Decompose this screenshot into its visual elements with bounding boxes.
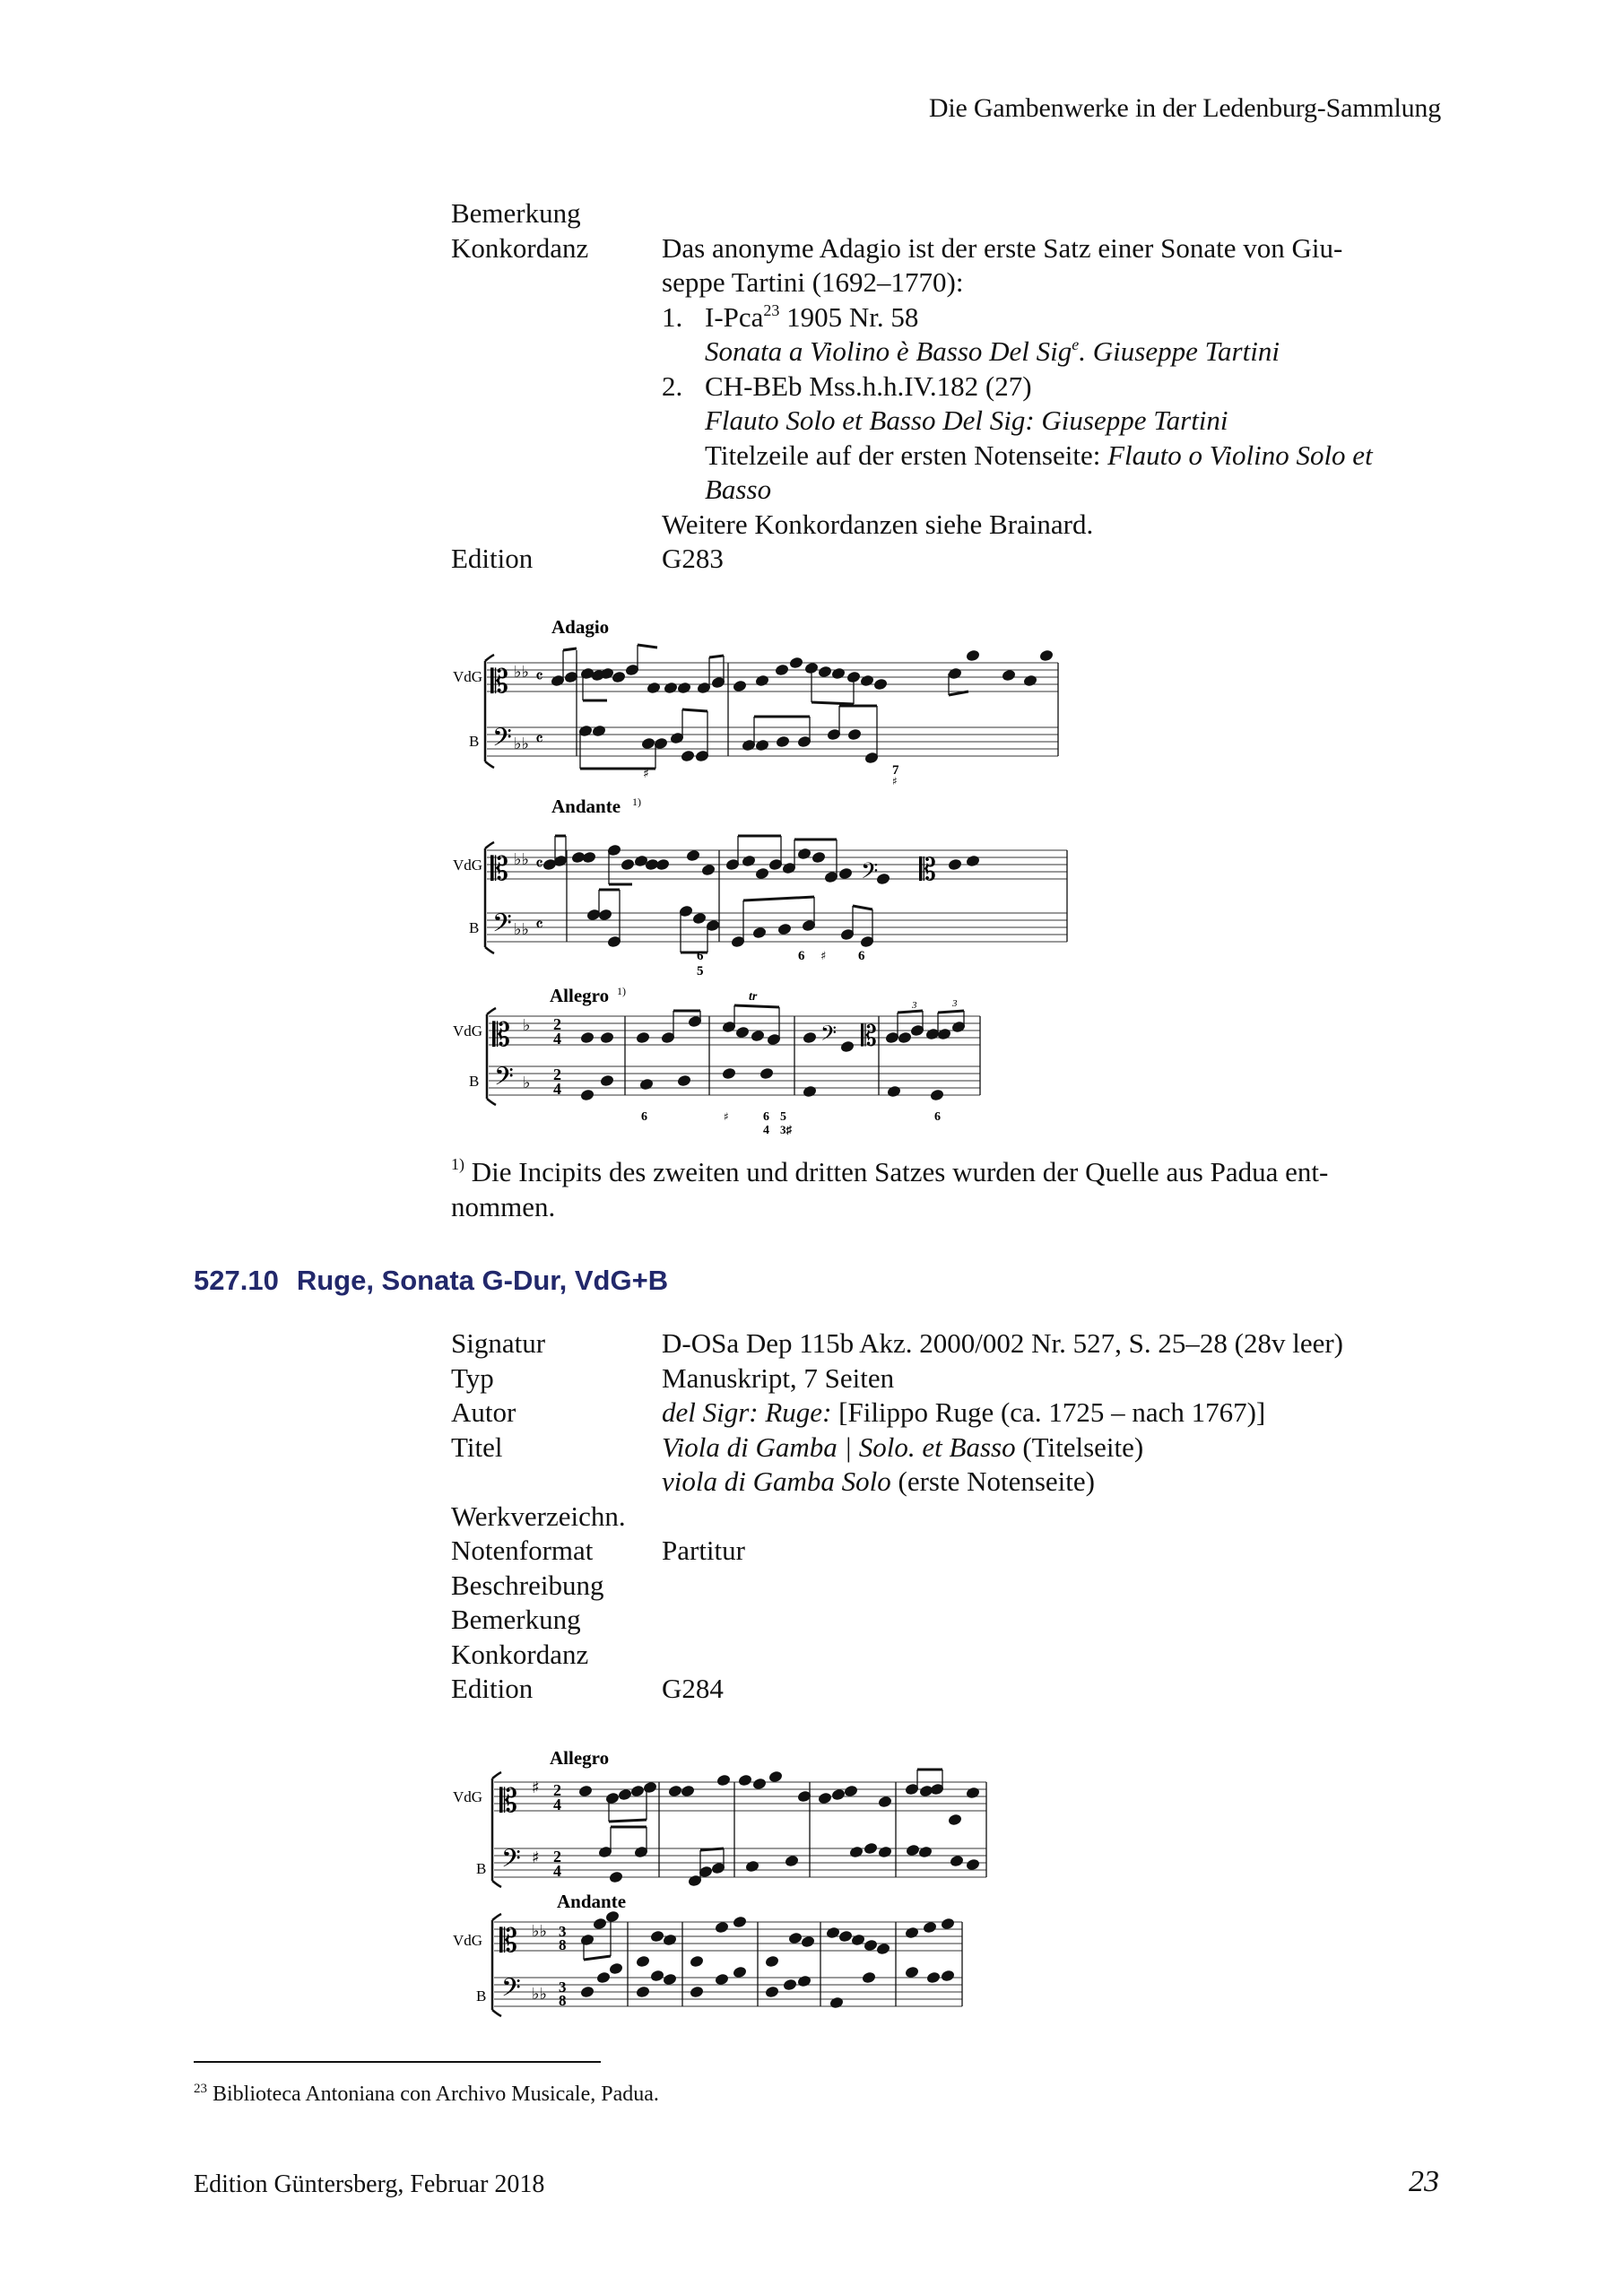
svg-text:VdG: VdG (453, 857, 483, 874)
value (662, 196, 1446, 231)
svg-text:𝄴: 𝄴 (535, 728, 543, 750)
svg-text:VdG: VdG (453, 1022, 483, 1039)
svg-text:♭♭: ♭♭ (514, 920, 529, 939)
svg-text:5: 5 (697, 964, 704, 978)
svg-text:B: B (476, 1860, 487, 1877)
incipit-andante (453, 789, 1072, 978)
instrument-label: B (469, 733, 480, 750)
svg-text:3: 3 (559, 1923, 567, 1940)
instrument-label: VdG (453, 668, 483, 685)
svg-text:4: 4 (763, 1124, 769, 1137)
svg-text:2: 2 (553, 1065, 561, 1083)
svg-text:B: B (469, 919, 480, 936)
source-note-cont: Basso (705, 474, 772, 505)
incipit-ruge-allegro (453, 1744, 991, 1897)
svg-text:♯: ♯ (820, 950, 827, 963)
source-2 (662, 370, 1446, 508)
footnote-divider (194, 2061, 601, 2063)
figured-bass: 7 (892, 763, 899, 778)
svg-text:8: 8 (559, 1936, 567, 1953)
footer-publisher: Edition Güntersberg, Februar 2018 (194, 2170, 545, 2198)
tempo-label: Allegro (550, 1747, 610, 1769)
svg-text:6: 6 (858, 949, 865, 963)
row-konkordanz (451, 231, 1446, 543)
svg-text:♭♭: ♭♭ (514, 850, 529, 869)
row-signatur: Signatur D-OSa Dep 115b Akz. 2000/002 Nr. 527, S. 25–28 (28v leer) (451, 1327, 1343, 1359)
svg-text:𝄢: 𝄢 (501, 1844, 521, 1880)
svg-text:♭♭: ♭♭ (532, 1922, 547, 1941)
value: G283 (662, 543, 724, 574)
tempo-label: Adagio (551, 616, 610, 638)
svg-text:4: 4 (553, 1862, 561, 1880)
svg-text:2: 2 (553, 1015, 561, 1033)
running-header: Die Gambenwerke in der Ledenburg-Sammlung (928, 93, 1441, 123)
figured-bass: ♯ (892, 775, 898, 785)
entry-527-10-metadata (451, 1326, 1446, 1707)
svg-text:𝄴: 𝄴 (535, 853, 543, 874)
svg-text:𝄴: 𝄴 (535, 914, 543, 935)
row-edition: Edition G284 (451, 1673, 724, 1704)
row-titel: Titel Viola di Gamba | Solo. et Basso (Titelseite) viola di Gamba Solo (erste Notenseite) (451, 1431, 1144, 1497)
section-heading-527-10 (194, 1265, 668, 1297)
svg-text:6: 6 (798, 949, 805, 963)
svg-text:4: 4 (553, 1796, 561, 1813)
row-werkverzeichnis: Werkverzeichn. (451, 1500, 626, 1532)
tempo-label: Allegro (550, 985, 610, 1006)
row-notenformat: Notenformat Partitur (451, 1535, 745, 1566)
svg-text:3: 3 (912, 1000, 917, 1011)
svg-text:♭: ♭ (523, 1074, 531, 1092)
svg-text:𝄡: 𝄡 (490, 851, 509, 888)
tempo-label: Andante (557, 1891, 627, 1912)
footnote-marker: 1) (451, 1155, 464, 1173)
figured-bass: ♯ (643, 767, 649, 781)
alto-clef-icon: 𝄡 (490, 664, 509, 700)
svg-text:2: 2 (553, 1848, 561, 1866)
svg-text:2: 2 (553, 1781, 561, 1799)
svg-text:𝄡: 𝄡 (861, 1019, 877, 1053)
svg-text:6: 6 (697, 949, 704, 963)
entry-title: Ruge, Sonata G-Dur, VdG+B (296, 1265, 669, 1296)
row-bemerkung (451, 196, 1446, 231)
svg-text:𝄢: 𝄢 (492, 909, 512, 944)
footnote-ref[interactable]: 23 (763, 300, 780, 319)
footnote-marker: 1) (632, 796, 641, 808)
row-autor: Autor del Sigr: Ruge: [Filippo Ruge (ca. 1725 – nach 1767)] (451, 1396, 1266, 1428)
svg-text:𝄢: 𝄢 (501, 1973, 521, 2009)
bass-clef-icon: 𝄢 (492, 723, 512, 759)
svg-text:3: 3 (559, 1979, 567, 1996)
svg-text:B: B (476, 1987, 487, 2005)
incipit-footnote: $^{1)}$ Die Incipits des zweiten und dritten Satzes wurden der Quelle aus Padua ent- nommen. (451, 1155, 1329, 1222)
svg-text:♭♭: ♭♭ (532, 1985, 547, 2004)
svg-text:♭: ♭ (523, 1016, 531, 1035)
svg-text:VdG: VdG (453, 1932, 483, 1949)
trill-ornament: tr (749, 990, 758, 1004)
svg-text:𝄢: 𝄢 (861, 858, 879, 890)
svg-text:5: 5 (780, 1110, 786, 1124)
row-edition (451, 542, 1446, 577)
entry-527-9-metadata (451, 196, 1446, 577)
row-bemerkung: Bemerkung (451, 1604, 581, 1635)
svg-text:1): 1) (617, 985, 626, 997)
tempo-label: Andante (551, 796, 621, 817)
row-beschreibung: Beschreibung (451, 1569, 604, 1601)
entry-number: 527.10 (194, 1265, 279, 1296)
svg-text:6: 6 (934, 1110, 941, 1124)
svg-text:𝄢: 𝄢 (494, 1062, 514, 1098)
source-title: Sonata a Violino è Basso Del Sig$^e$. Giuseppe Tartini (705, 335, 1280, 367)
source-1 (662, 300, 1446, 370)
svg-text:𝄡: 𝄡 (919, 852, 936, 888)
svg-text:6: 6 (641, 1110, 647, 1124)
svg-text:4: 4 (553, 1030, 561, 1048)
svg-text:♯: ♯ (532, 1848, 540, 1867)
svg-text:VdG: VdG (453, 1788, 483, 1805)
svg-text:♭♭: ♭♭ (514, 663, 529, 682)
konkordanz-value (662, 231, 1446, 543)
svg-text:3♯: 3♯ (780, 1123, 792, 1136)
svg-text:𝄡: 𝄡 (499, 1923, 518, 1960)
svg-text:4: 4 (553, 1080, 561, 1098)
incipit-ruge-andante (453, 1890, 973, 2033)
svg-text:♯: ♯ (532, 1779, 540, 1797)
incipit-adagio (453, 605, 1063, 785)
konkordanz-outro: Weitere Konkordanzen siehe Brainard. (662, 508, 1094, 540)
svg-text:𝄴: 𝄴 (535, 665, 543, 687)
svg-text:𝄡: 𝄡 (499, 1783, 518, 1820)
footnote-marker: 23 (194, 2082, 207, 2096)
source-number: 2. (662, 370, 683, 402)
svg-text:B: B (469, 1073, 480, 1090)
svg-text:8: 8 (559, 1992, 567, 2009)
page-number: 23 (1409, 2165, 1439, 2198)
label: Bemerkung (451, 197, 581, 229)
source-siglum: CH-BEb Mss.h.h.IV.182 (27) (705, 370, 1032, 402)
source-note: Titelzeile auf der ersten Notenseite: Flauto o Violino Solo et (705, 439, 1373, 471)
svg-text:𝄡: 𝄡 (492, 1017, 511, 1054)
svg-text:3: 3 (952, 998, 958, 1009)
konkordanz-intro-cont: seppe Tartini (1692–1770): (662, 266, 964, 298)
source-title: Flauto Solo et Basso Del Sig: Giuseppe Tartini (705, 404, 1228, 436)
svg-text:♯: ♯ (724, 1110, 729, 1123)
svg-text:𝄢: 𝄢 (820, 1021, 838, 1050)
source-shelfmark: 1905 Nr. 58 (779, 300, 919, 333)
svg-text:♭♭: ♭♭ (514, 735, 529, 753)
label: Edition (451, 543, 534, 574)
row-typ: Typ Manuskript, 7 Seiten (451, 1361, 895, 1394)
konkordanz-intro: Das anonyme Adagio ist der erste Satz einer Sonate von Giu- (662, 231, 1343, 264)
incipit-allegro (453, 980, 991, 1137)
svg-text:6: 6 (763, 1110, 769, 1124)
source-number: 1. (662, 300, 683, 333)
row-konkordanz: Konkordanz (451, 1638, 589, 1670)
source-siglum: I-Pca (705, 300, 764, 333)
label: Konkordanz (451, 231, 589, 264)
page-footnote-23: $^{23}$ Biblioteca Antoniana con Archivo Musicale, Padua. (194, 2082, 659, 2106)
